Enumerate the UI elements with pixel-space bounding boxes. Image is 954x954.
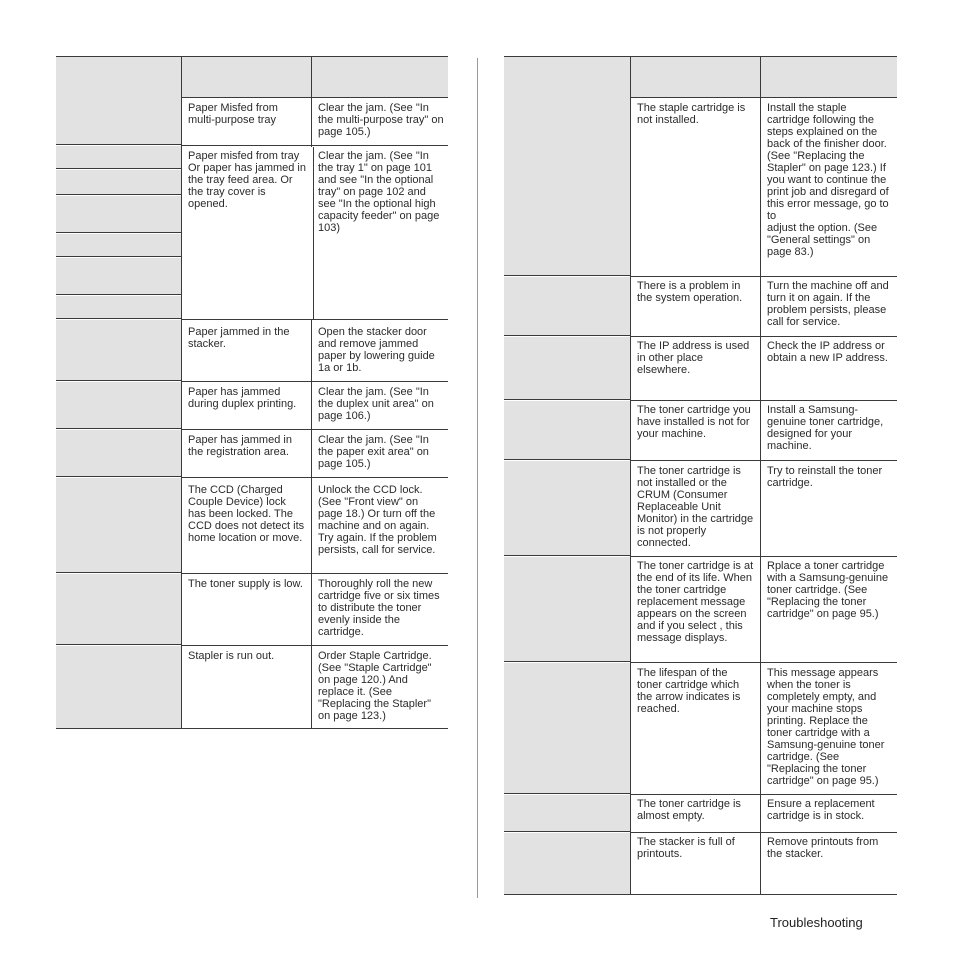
left-row-5-label xyxy=(56,430,181,477)
right-row-7-cause: The lifespan of the toner cartridge which the arrow indicates is reached. xyxy=(637,667,741,715)
left-row-4-solution: Clear the jam. (See "In the duplex unit area" on page 106.) xyxy=(318,386,434,422)
right-row-6-solution: Rplace a toner cartridge with a Samsung-genuine toner cartridge. (See "Replacing the toner cartridge" on page 95.) xyxy=(767,560,889,620)
left-row-3-label xyxy=(56,320,181,381)
left-row-2-solution: Clear the jam. (See "In the tray 1" on page 101 and see "In the optional tray" on page 102 and see "In the optional high capacity feeder" on page 103) xyxy=(318,150,440,234)
right-row-4-cause: The toner cartridge you have installed is not for your machine. xyxy=(637,404,751,440)
right-row-1-label xyxy=(504,97,630,276)
left-header-band xyxy=(56,56,448,98)
left-row-5-cause: Paper has jammed in the registration area. xyxy=(188,434,292,458)
left-row-7-label xyxy=(56,574,181,645)
right-row-6-cause: The toner cartridge is at the end of its life. When the toner cartridge replacement message appears on the screen and if you select , this message displays. xyxy=(637,560,754,644)
left-row-8-solution: Order Staple Cartridge. (See "Staple Cartridge" on page 120.) And replace it. (See "Replacing the Stapler" on page 123.) xyxy=(318,650,432,722)
right-header-band xyxy=(504,56,897,98)
left-row-6-cause: The CCD (Charged Couple Device) lock has been locked. The CCD does not detect its home location or move. xyxy=(188,484,305,544)
right-row-9-cause: The stacker is full of printouts. xyxy=(637,836,735,860)
left-row-7-cause: The toner supply is low. xyxy=(188,578,303,590)
right-row-3-label xyxy=(504,337,630,400)
right-row-7-solution: This message appears when the toner is completely empty, and your machine stops printing. Replace the toner cartridge with a Samsung-genuine toner cartridge. (See "Replacing the toner cartridge" on page 95.) xyxy=(767,667,885,787)
right-row-8-label xyxy=(504,795,630,832)
left-row-8-label xyxy=(56,646,181,729)
right-row-3-cause: The IP address is used in other place elsewhere. xyxy=(637,340,750,376)
right-row-8-cause: The toner cartridge is almost empty. xyxy=(637,798,741,822)
right-row-4-label xyxy=(504,401,630,460)
right-row-5-solution: Try to reinstall the toner cartridge. xyxy=(767,465,883,489)
right-row-1-solution: Install the staple cartridge following the steps explained on the back of the finisher door. (See "Replacing the Stapler" on page 123.) If you want to continue the print job and disregard of this error message, go to to adjust the option. (See "General settings" on page 83.) xyxy=(767,102,889,258)
right-row-6-label xyxy=(504,557,630,662)
right-row-5-cause: The toner cartridge is not installed or the CRUM (Consumer Replaceable Unit Monitor) in the cartridge is not properly connected. xyxy=(637,465,754,549)
right-row-9-solution: Remove printouts from the stacker. xyxy=(767,836,879,860)
right-row-8-solution: Ensure a replacement cartridge is in stock. xyxy=(767,798,875,822)
left-row-4-label xyxy=(56,382,181,429)
right-row-2-label xyxy=(504,277,630,336)
left-row-4-cause: Paper has jammed during duplex printing. xyxy=(188,386,297,410)
column-divider xyxy=(477,58,478,898)
left-row-3-solution: Open the stacker door and remove jammed paper by lowering guide 1a or 1b. xyxy=(318,326,435,374)
left-row-6-solution: Unlock the CCD lock. (See "Front view" on page 18.) Or turn off the machine and on again. Try again. If the problem persists, call for service. xyxy=(318,484,437,556)
left-row-2-cause: Paper misfed from tray Or paper has jammed in the tray feed area. Or the tray cover is opened. xyxy=(188,150,306,210)
right-row-3-solution: Check the IP address or obtain a new IP address. xyxy=(767,340,888,364)
right-row-2-solution: Turn the machine off and turn it on again. If the problem persists, please call for service. xyxy=(767,280,889,328)
left-row-3-cause: Paper jammed in the stacker. xyxy=(188,326,290,350)
right-row-9-label xyxy=(504,833,630,895)
left-row-1-label xyxy=(56,97,181,145)
right-row-2-cause: There is a problem in the system operation. xyxy=(637,280,743,304)
right-row-5-label xyxy=(504,461,630,556)
left-row-5-solution: Clear the jam. (See "In the paper exit area" on page 105.) xyxy=(318,434,429,470)
left-row-6-label xyxy=(56,478,181,573)
left-row-1-cause: Paper Misfed from multi-purpose tray xyxy=(188,102,278,126)
right-row-7-label xyxy=(504,663,630,794)
left-row-7-solution: Thoroughly roll the new cartridge five or six times to distribute the toner evenly inside the cartridge. xyxy=(318,578,440,638)
page-footer-section-title: Troubleshooting xyxy=(770,915,863,930)
left-row-1-solution: Clear the jam. (See "In the multi-purpose tray" on page 105.) xyxy=(318,102,444,138)
right-row-1-cause: The staple cartridge is not installed. xyxy=(637,102,746,126)
right-row-4-solution: Install a Samsung-genuine toner cartridge, designed for your machine. xyxy=(767,404,884,452)
left-row-8-cause: Stapler is run out. xyxy=(188,650,275,662)
